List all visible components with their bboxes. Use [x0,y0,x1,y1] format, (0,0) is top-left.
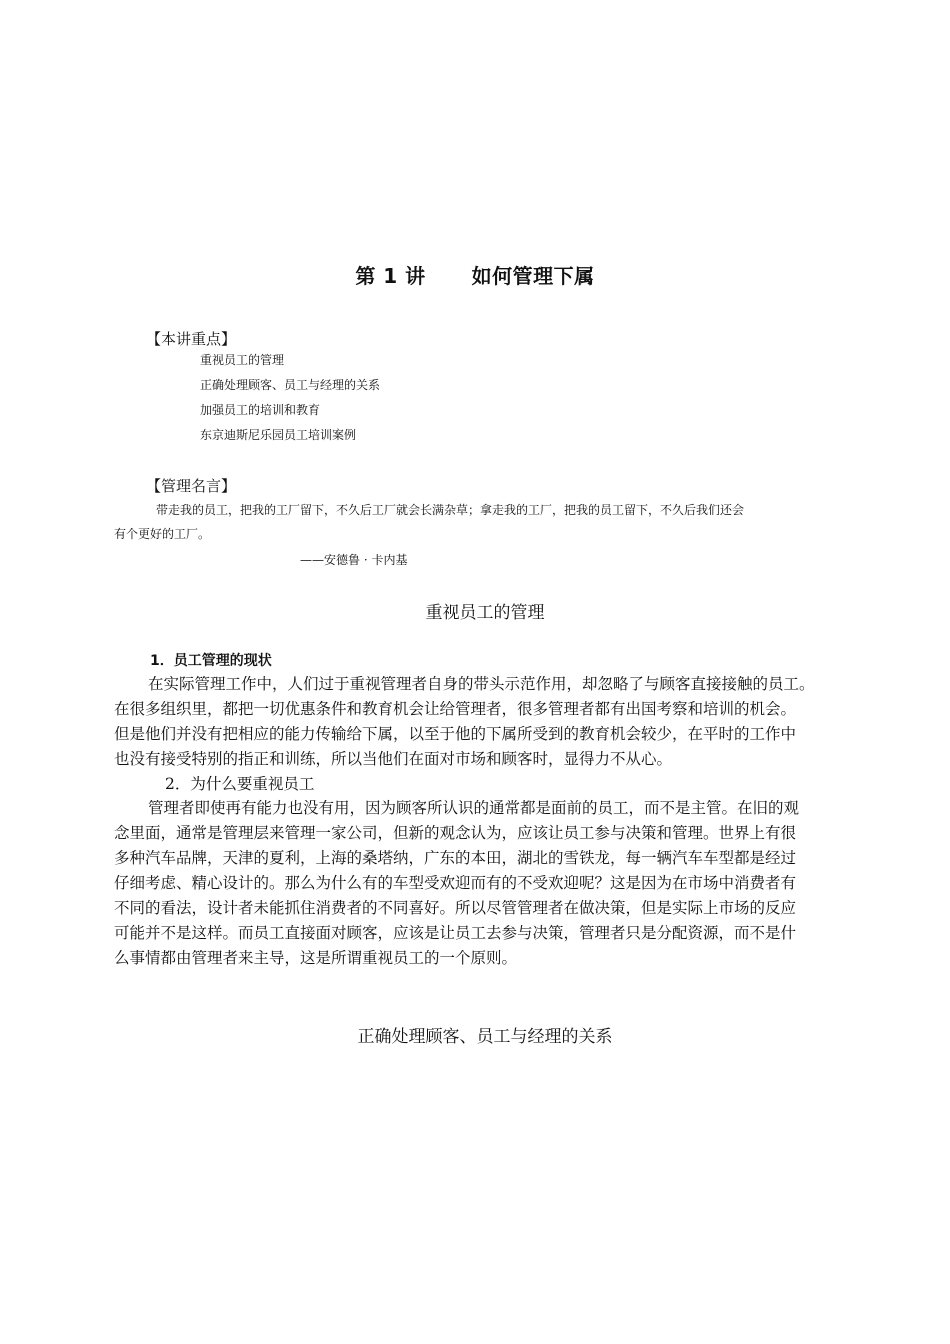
subsection-heading: 1．员工管理的现状 [150,653,272,669]
paragraph [114,796,870,971]
key-point-item: 正确处理顾客、员工与经理的关系 [200,378,381,392]
paragraph-line: 么事情都由管理者来主导，这是所谓重视员工的一个原则。 [114,949,518,967]
paragraph [114,672,870,772]
quote-line: 有个更好的工厂。 [114,527,211,541]
quote-line: 带走我的员工，把我的工厂留下，不久后工厂就会长满杂草；拿走我的工厂，把我的员工留下，不久后我们还会 [156,503,745,517]
paragraph-line: 多种汽车品牌，天津的夏利，上海的桑塔纳，广东的本田，湖北的雪铁龙，每一辆汽车车型都是经过 [114,849,797,867]
key-point-item: 加强员工的培训和教育 [200,403,321,417]
key-point-item: 重视员工的管理 [200,353,285,367]
quote-author: ——安德鲁 · 卡内基 [300,553,408,567]
paragraph-line: 在实际管理工作中，人们过于重视管理者自身的带头示范作用，却忽略了与顾客直接接触的员工。 [148,675,815,693]
paragraph-line: 在很多组织里，都把一切优惠条件和教育机会让给管理者，很多管理者都有出国考察和培训的机会。 [114,700,797,718]
paragraph-line: 仔细考虑、精心设计的。那么为什么有的车型受欢迎而有的不受欢迎呢？这是因为在市场中消费者有 [114,874,797,892]
section-title: 正确处理顾客、员工与经理的关系 [357,1027,613,1047]
paragraph-line: 可能并不是这样。而员工直接面对顾客，应该是让员工去参与决策，管理者只是分配资源，而不是什 [114,924,797,942]
lecture-title-text: 如何管理下属 [471,264,595,288]
key-points-heading: 【本讲重点】 [146,330,237,348]
paragraph-line: 不同的看法，设计者未能抓住消费者的不同喜好。所以尽管管理者在做决策，但是实际上市场的反应 [114,899,797,917]
lecture-title [0,260,950,289]
paragraph-line: 但是他们并没有把相应的能力传输给下属，以至于他的下属所受到的教育机会较少，在平时的工作中 [114,725,797,743]
paragraph-line: 也没有接受特别的指正和训练，所以当他们在面对市场和顾客时，显得力不从心。 [114,750,673,768]
lecture-number: 第 1 讲 [355,264,426,288]
key-point-item: 东京迪斯尼乐园员工培训案例 [200,428,357,442]
quote-heading: 【管理名言】 [146,477,237,495]
subsection-heading: 2．为什么要重视员工 [165,775,315,793]
section-title: 重视员工的管理 [425,603,545,623]
paragraph-line: 管理者即使再有能力也没有用，因为顾客所认识的通常都是面前的员工，而不是主管。在旧的观 [148,799,800,817]
paragraph-line: 念里面，通常是管理层来管理一家公司，但新的观念认为，应该让员工参与决策和管理。世界上有很 [114,824,797,842]
